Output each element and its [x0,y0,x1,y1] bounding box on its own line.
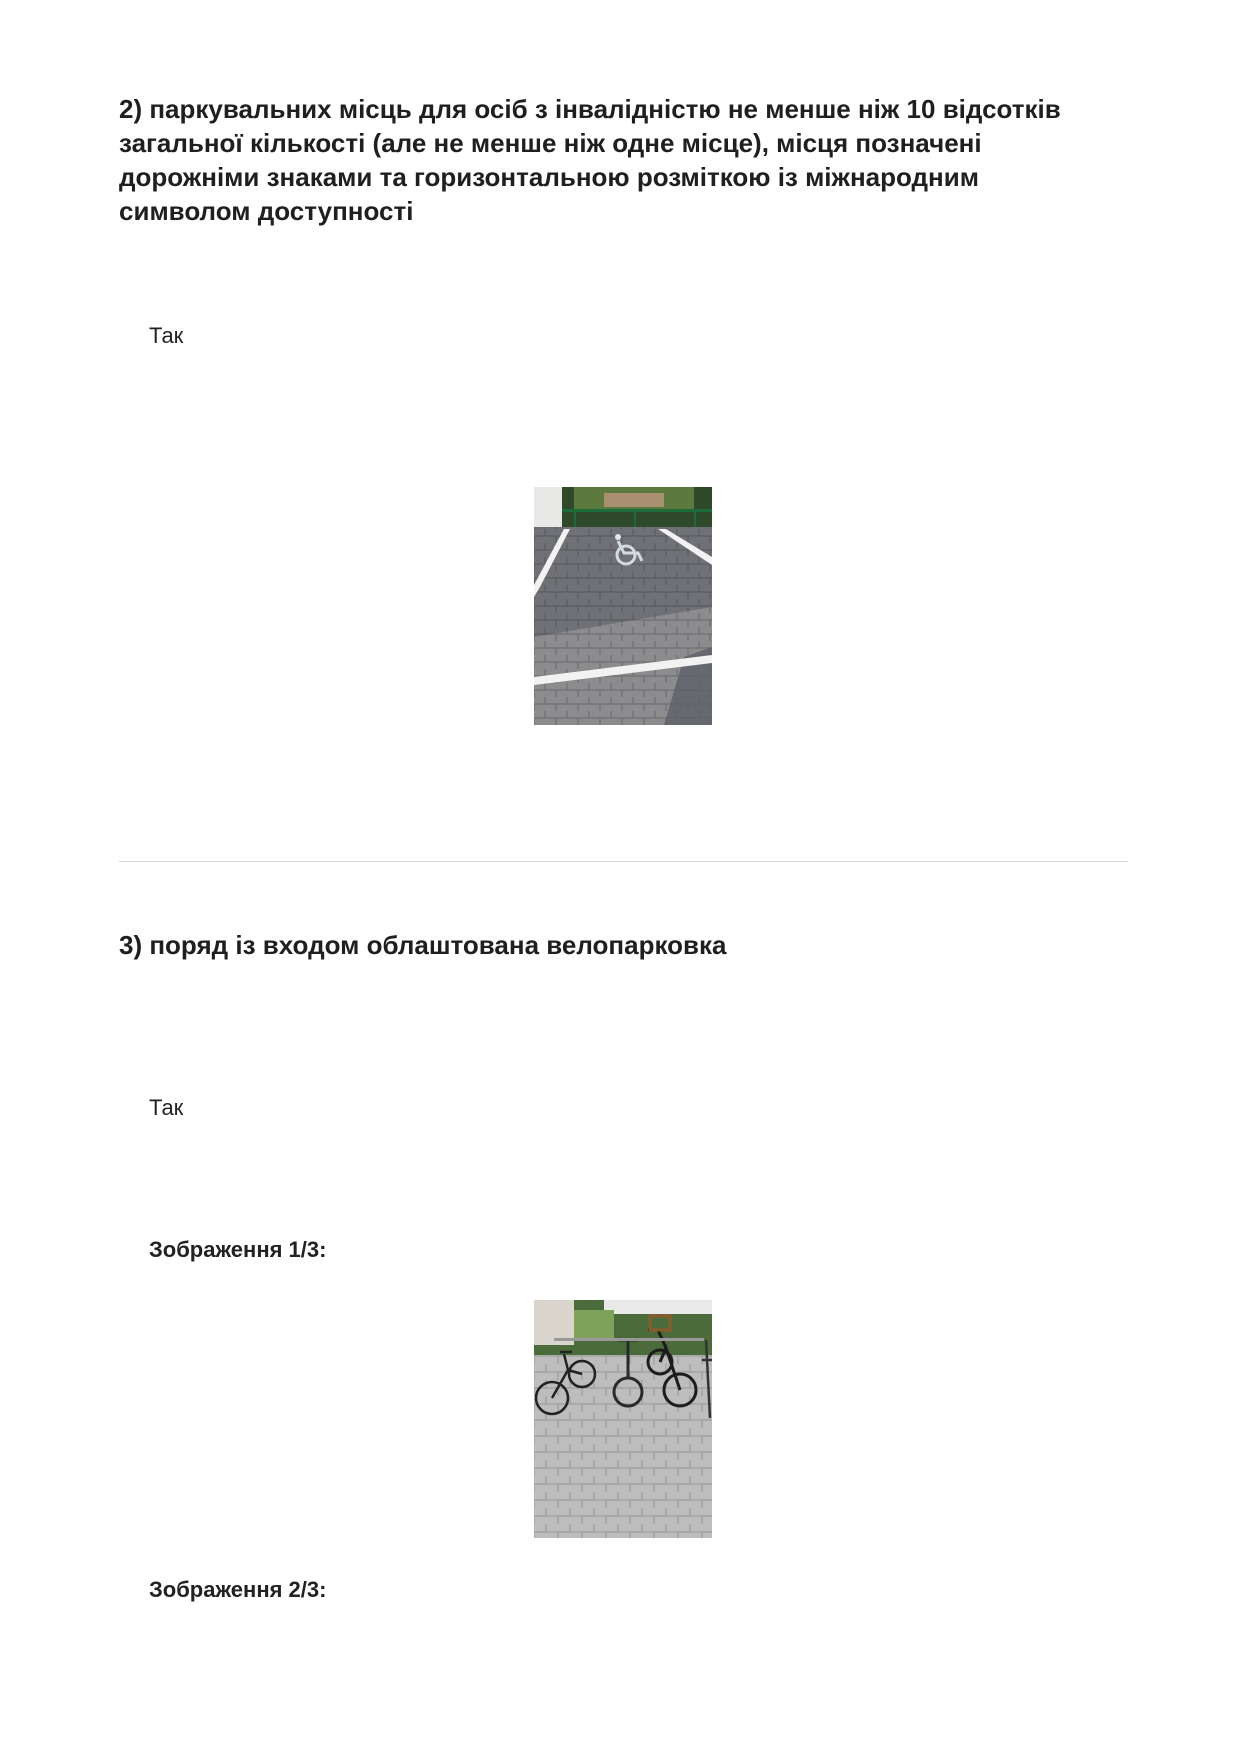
question-parking-accessible: 2) паркувальних місць для осіб з інвалідністю не менше ніж 10 відсотків загальної кількості (але не менше ніж одне місце), місця позначені дорожніми знаками та горизонтальною розміткою із міжнародним символом доступності [119,94,1061,226]
answer-bike-parking: Так [149,1095,184,1120]
image-label-2: Зображення 2/3: [149,1577,327,1602]
section-divider [119,861,1128,862]
image-label-1: Зображення 1/3: [149,1237,327,1262]
bike-parking-photo [534,1300,712,1538]
question-bike-parking: 3) поряд із входом облаштована велопарковка [119,930,727,960]
accessible-parking-photo [534,487,712,725]
answer-parking-accessible: Так [149,323,184,348]
